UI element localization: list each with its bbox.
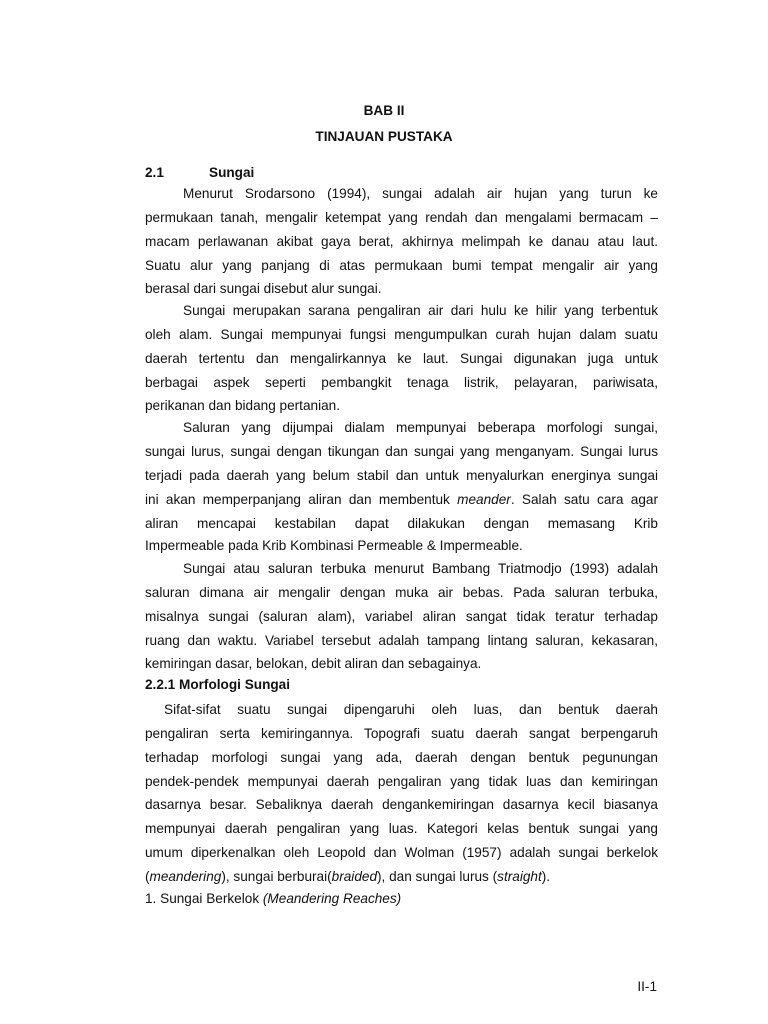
paragraph-line: permukaan tanah, mengalir ketempat yang rendah dan mengalami bermacam –	[145, 210, 658, 225]
paragraph-line: Menurut Srodarsono (1994), sungai adalah air hujan yang turun ke	[183, 186, 658, 201]
chapter-title: TINJAUAN PUSTAKA	[315, 129, 453, 144]
italic-term: meander	[457, 492, 511, 507]
text-run: (	[145, 869, 150, 884]
paragraph-line: Impermeable pada Krib Kombinasi Permeable & Impermeable.	[145, 538, 523, 553]
chapter-heading: BAB II	[363, 103, 405, 118]
paragraph-line: berasal dari sungai disebut alur sungai.	[145, 281, 382, 296]
paragraph-line: Sifat-sifat suatu sungai dipengaruhi oleh luas, dan bentuk daerah	[164, 702, 658, 717]
paragraph-line: oleh alam. Sungai mempunyai fungsi mengumpulkan curah hujan dalam suatu	[145, 327, 658, 342]
section-number: 2.1	[145, 165, 164, 180]
paragraph-line: daerah tertentu dan mengalirkannya ke laut. Sungai digunakan juga untuk	[145, 351, 658, 366]
italic-term: meandering	[149, 869, 222, 884]
italic-term: straight	[497, 869, 542, 884]
paragraph-line: macam perlawanan akibat gaya berat, akhirnya melimpah ke danau atau laut.	[145, 234, 658, 249]
text-run: . Salah satu cara agar	[510, 492, 658, 507]
section-title: Sungai	[209, 165, 255, 180]
paragraph-line: Sungai atau saluran terbuka menurut Bambang Triatmodjo (1993) adalah	[183, 561, 658, 576]
paragraph-line: umum diperkenalkan oleh Leopold dan Wolman (1957) adalah sungai berkelok	[145, 845, 658, 860]
paragraph-line: sungai lurus, sungai dengan tikungan dan sungai yang menganyam. Sungai lurus	[145, 444, 658, 459]
italic-term: braided	[331, 869, 378, 884]
paragraph-line: saluran dimana air mengalir dengan muka air bebas. Pada saluran terbuka,	[145, 585, 658, 600]
list-item	[145, 891, 401, 906]
paragraph-line: perikanan dan bidang pertanian.	[145, 398, 340, 413]
paragraph-line	[145, 491, 658, 509]
paragraph-line: Suatu alur yang panjang di atas permukaan bumi tempat mengalir air yang	[145, 258, 658, 273]
section-heading-2-1	[145, 165, 254, 180]
paragraph-line: misalnya sungai (saluran alam), variabel aliran sangat tidak teratur terhadap	[145, 609, 658, 624]
paragraph-line: mempunyai daerah pengaliran yang luas. Kategori kelas bentuk sungai yang	[145, 821, 658, 836]
page-number: II-1	[637, 979, 657, 994]
paragraph-line: dasarnya besar. Sebaliknya daerah dengankemiringan dasarnya kecil biasanya	[145, 797, 658, 812]
paragraph-line: ruang dan waktu. Variabel tersebut adalah tampang lintang saluran, kekasaran,	[145, 633, 658, 648]
text-run: ), sungai berburai(	[221, 869, 332, 884]
section-heading-2-2-1: 2.2.1 Morfologi Sungai	[145, 677, 291, 692]
text-run: ).	[541, 869, 551, 884]
paragraph-line: terjadi pada daerah yang belum stabil dan untuk menyalurkan energinya sungai	[145, 468, 658, 483]
list-text: Sungai Berkelok	[160, 891, 263, 906]
text-run: ini akan memperpanjang aliran dan membentuk	[145, 492, 458, 507]
paragraph-line: kemiringan dasar, belokan, debit aliran dan sebagainya.	[145, 656, 482, 671]
paragraph-line: pengaliran serta kemiringannya. Topografi suatu daerah sangat berpengaruh	[145, 726, 658, 741]
paragraph-line: aliran mencapai kestabilan dapat dilakukan dengan memasang Krib	[145, 516, 658, 531]
paragraph-line: Saluran yang dijumpai dialam mempunyai beberapa morfologi sungai,	[183, 420, 658, 435]
paragraph-line: terhadap morfologi sungai yang ada, daerah dengan bentuk pegunungan	[145, 750, 658, 765]
paragraph-line	[145, 868, 658, 886]
list-number: 1.	[145, 891, 157, 906]
paragraph-line: Sungai merupakan sarana pengaliran air dari hulu ke hilir yang terbentuk	[183, 303, 658, 318]
paragraph-line: berbagai aspek seperti pembangkit tenaga listrik, pelayaran, pariwisata,	[145, 375, 658, 390]
italic-term: (Meandering Reaches)	[262, 891, 402, 906]
paragraph-line: pendek-pendek mempunyai daerah pengaliran yang tidak luas dan kemiringan	[145, 774, 658, 789]
text-run: ), dan sungai lurus (	[377, 869, 498, 884]
